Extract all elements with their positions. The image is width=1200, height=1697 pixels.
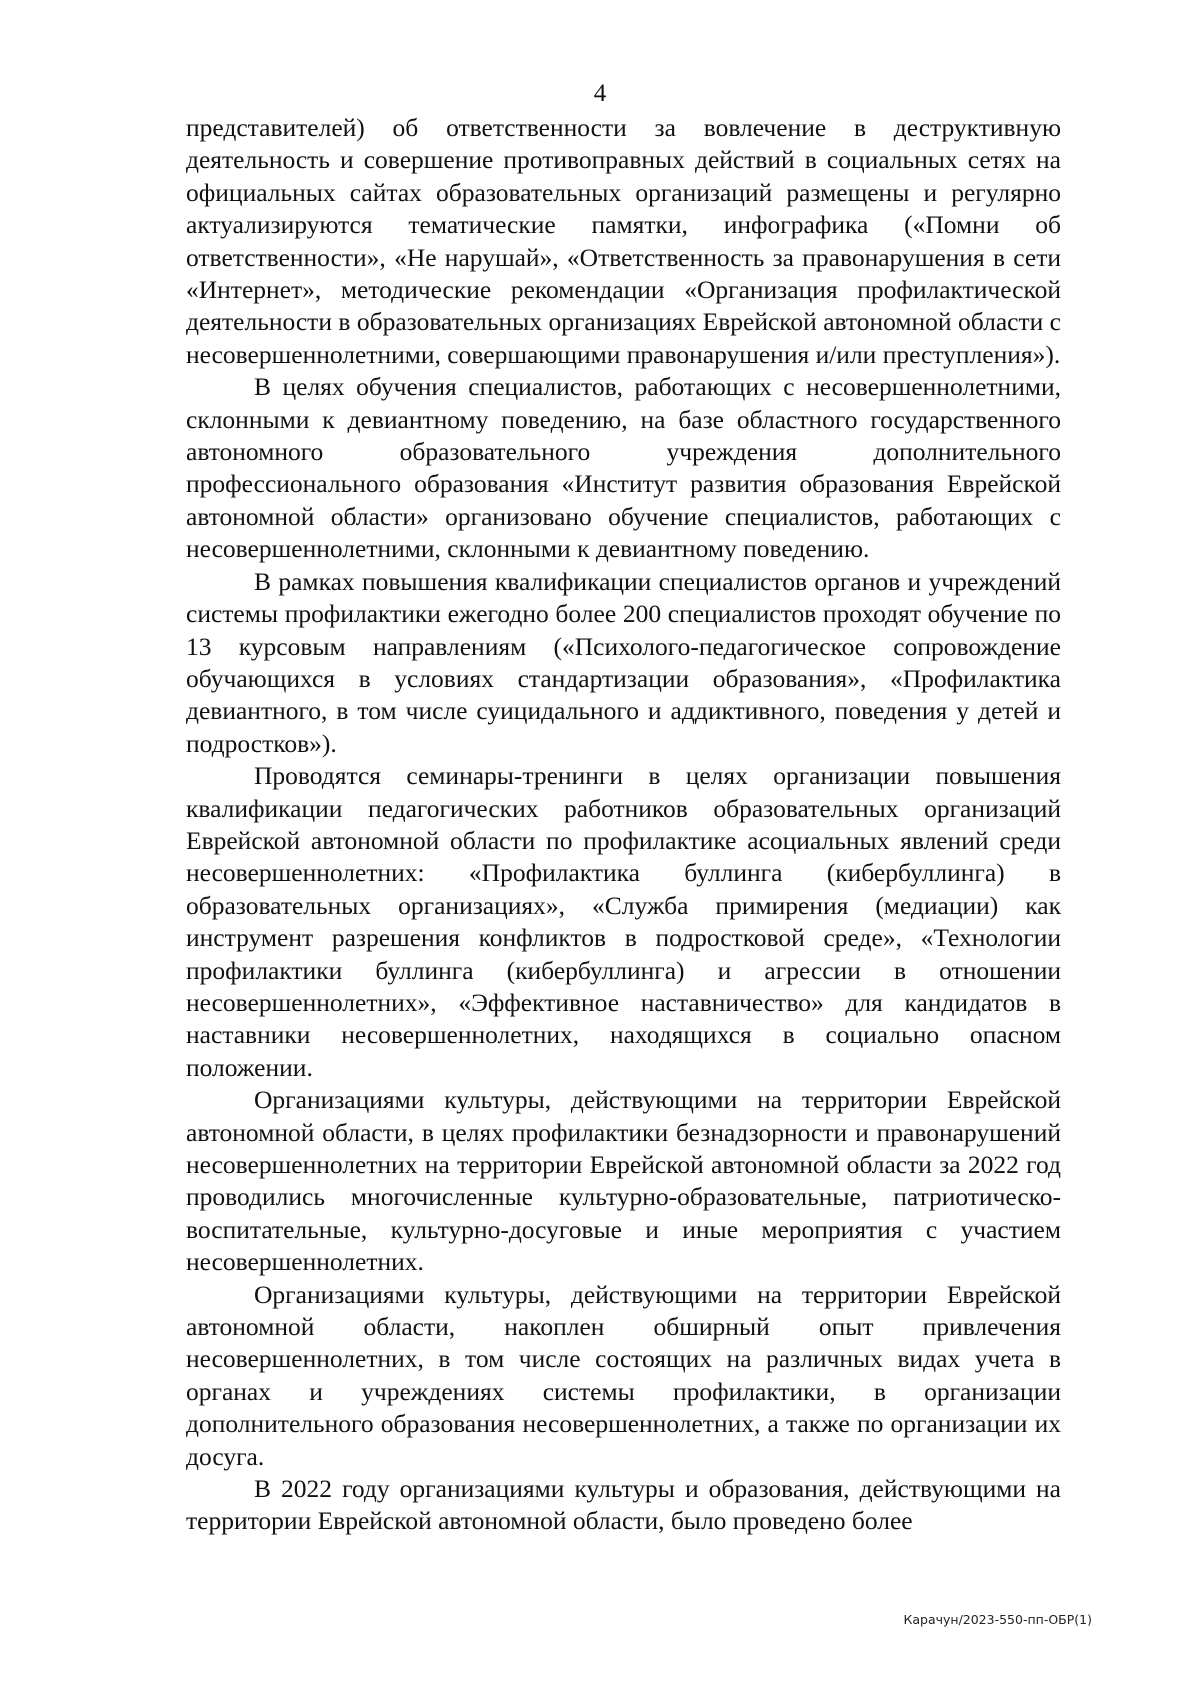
paragraph-culture-experience: Организациями культуры, действующими на территории Еврейской автономной области, накоплен обширный опыт привлечения несовершеннолетних, в том числе состоящих на различных видах учета в органах и учреждениях системы профилактики, в организации дополнительного образования несовершеннолетних, а также по организации их досуга. [186, 1279, 1061, 1471]
document-body [186, 112, 1061, 1538]
paragraph-culture-events: Организациями культуры, действующими на территории Еврейской автономной области, в целях профилактики безнадзорности и правонарушений несовершеннолетних на территории Еврейской автономной области за 2022 год проводились многочисленные культурно-образовательные, патриотическо-воспитательные, культурно-досуговые и иные мероприятия с участием несовершеннолетних. [186, 1085, 1061, 1277]
paragraph-2022-summary: В 2022 году организациями культуры и образования, действующими на территории Еврейской автономной области, было проведено более [186, 1474, 1061, 1536]
page-number: 4 [593, 80, 607, 107]
paragraph-seminars: Проводятся семинары-тренинги в целях организации повышения квалификации педагогических работников образовательных организаций Еврейской автономной области по профилактике асоциальных явлений среди несовершеннолетних: «Профилактика буллинга (кибербуллинга) в образовательных организациях», «Служба примирения (медиации) как инструмент разрешения конфликтов в подростковой среде», «Технологии профилактики буллинга (кибербуллинга) и агрессии в отношении несовершеннолетних», «Эффективное наставничество» для кандидатов в наставники несовершеннолетних, находящихся в социально опасном положении. [186, 761, 1061, 1082]
document-code: Карачун/2023-550-пп-ОБР(1) [903, 1612, 1092, 1627]
paragraph-specialist-training: В целях обучения специалистов, работающих с несовершеннолетними, склонными к девиантному поведению, на базе областного государственного автономного образовательного учреждения дополнительного профессионального образования «Институт развития образования Еврейской автономной области» организовано обучение специалистов, работающих с несовершеннолетними, склонными к девиантному поведению. [186, 372, 1061, 564]
paragraph-continuation: представителей) об ответственности за вовлечение в деструктивную деятельность и совершение противоправных действий в социальных сетях на официальных сайтах образовательных организаций размещены и регулярно актуализируются тематические памятки, инфографика («Помни об ответственности», «Не нарушай», «Ответственность за правонарушения в сети «Интернет», методические рекомендации «Организация профилактической деятельности в образовательных организациях Еврейской автономной области с несовершеннолетними, совершающими правонарушения и/или преступления»). [186, 113, 1061, 369]
paragraph-qualification-courses: В рамках повышения квалификации специалистов органов и учреждений системы профилактики ежегодно более 200 специалистов проходят обучение по 13 курсовым направлениям («Психолого-педагогическое сопровождение обучающихся в условиях стандартизации образования», «Профилактика девиантного, в том числе суицидального и аддиктивного, поведения у детей и подростков»). [186, 566, 1061, 758]
